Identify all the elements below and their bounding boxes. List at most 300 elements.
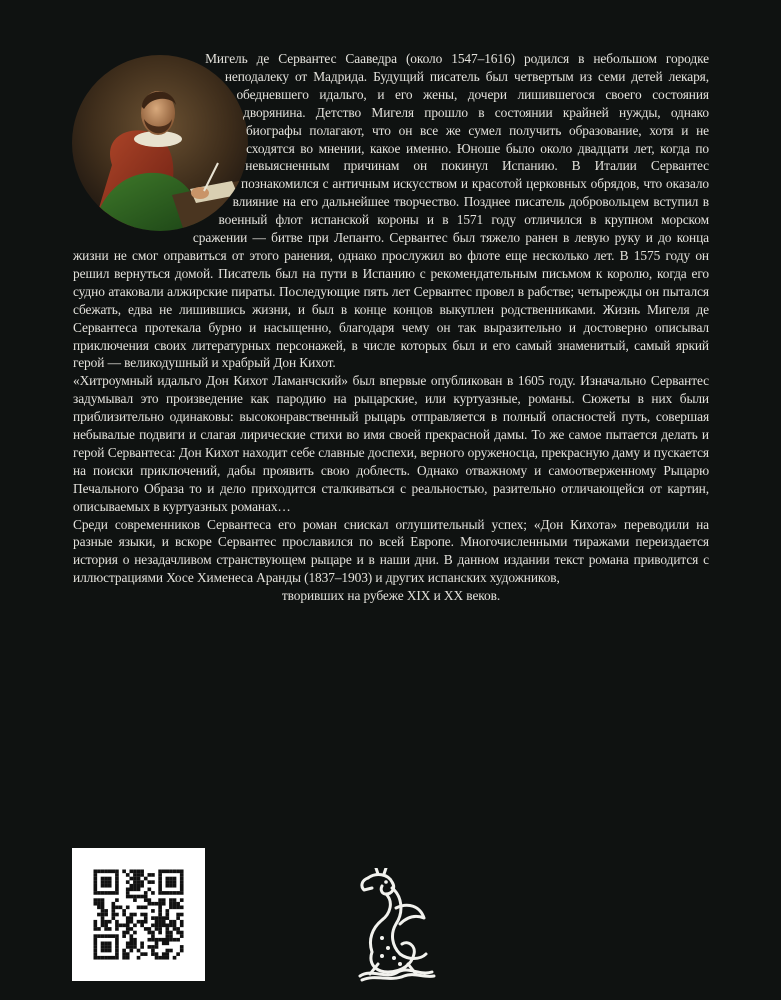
qr-module [101, 924, 105, 928]
qr-module [130, 895, 134, 899]
qr-module [94, 952, 98, 956]
qr-module [133, 873, 137, 877]
qr-module [101, 942, 105, 946]
qr-module [180, 913, 184, 917]
qr-module [101, 920, 105, 924]
qr-module [173, 924, 177, 928]
qr-module [112, 870, 116, 874]
qr-module [155, 927, 159, 931]
qr-module [169, 938, 173, 942]
qr-module [104, 934, 108, 938]
qr-module [115, 956, 119, 960]
qr-module [151, 934, 155, 938]
qr-module [137, 884, 141, 888]
qr-module [101, 884, 105, 888]
qr-module [104, 942, 108, 946]
qr-module [94, 902, 98, 906]
qr-module [94, 949, 98, 953]
qr-module [140, 942, 144, 946]
qr-module [115, 906, 119, 910]
qr-module [162, 938, 166, 942]
qr-module [137, 870, 141, 874]
qr-module [108, 870, 112, 874]
qr-module [97, 902, 101, 906]
qr-module [148, 888, 152, 892]
qr-module [94, 920, 98, 924]
qr-module [173, 870, 177, 874]
qr-module [112, 906, 116, 910]
qr-module [126, 888, 130, 892]
qr-module [158, 920, 162, 924]
qr-module [101, 909, 105, 913]
qr-module [151, 880, 155, 884]
qr-module [169, 920, 173, 924]
qr-module [155, 938, 159, 942]
qr-module [140, 870, 144, 874]
qr-module [166, 949, 170, 953]
qr-module [176, 906, 180, 910]
qr-module [166, 927, 170, 931]
qr-module [133, 924, 137, 928]
qr-module [162, 916, 166, 920]
qr-module [173, 927, 177, 931]
qr-module [162, 924, 166, 928]
qr-module [162, 920, 166, 924]
qr-module [169, 870, 173, 874]
qr-module [144, 920, 148, 924]
qr-module [169, 906, 173, 910]
qr-module [112, 913, 116, 917]
qr-module [151, 902, 155, 906]
qr-module [101, 906, 105, 910]
qr-module [122, 870, 126, 874]
qr-module [108, 942, 112, 946]
qr-module [162, 902, 166, 906]
qr-module [166, 956, 170, 960]
qr-module [176, 952, 180, 956]
qr-module [115, 888, 119, 892]
qr-module [108, 934, 112, 938]
qr-module [122, 909, 126, 913]
qr-module [137, 888, 141, 892]
qr-module [148, 880, 152, 884]
qr-module [169, 891, 173, 895]
qr-module [108, 920, 112, 924]
qr-module [166, 938, 170, 942]
qr-module [173, 891, 177, 895]
qr-module [155, 920, 159, 924]
qr-module [115, 884, 119, 888]
qr-module [104, 924, 108, 928]
qr-module [158, 924, 162, 928]
qr-module [122, 952, 126, 956]
qr-module [173, 938, 177, 942]
qr-module [180, 873, 184, 877]
qr-module [148, 931, 152, 935]
qr-module [169, 949, 173, 953]
qr-module [108, 891, 112, 895]
qr-module [94, 877, 98, 881]
author-biography [73, 50, 709, 605]
qr-module [112, 916, 116, 920]
qr-module [108, 884, 112, 888]
qr-module [166, 909, 170, 913]
qr-module [180, 888, 184, 892]
qr-module [94, 942, 98, 946]
qr-module [173, 898, 177, 902]
qr-module [108, 927, 112, 931]
qr-module [140, 880, 144, 884]
qr-code-icon[interactable] [72, 848, 205, 981]
qr-module [115, 952, 119, 956]
qr-module [158, 873, 162, 877]
qr-module [94, 880, 98, 884]
qr-module [126, 952, 130, 956]
qr-module [133, 913, 137, 917]
qr-module [108, 877, 112, 881]
qr-module [158, 891, 162, 895]
qr-module [151, 916, 155, 920]
qr-module [130, 934, 134, 938]
qr-module [94, 898, 98, 902]
qr-module [101, 934, 105, 938]
qr-module [108, 945, 112, 949]
qr-module [162, 870, 166, 874]
qr-module [151, 952, 155, 956]
qr-module [144, 916, 148, 920]
qr-module [133, 870, 137, 874]
qr-module [166, 870, 170, 874]
qr-module [104, 880, 108, 884]
qr-module [126, 945, 130, 949]
qr-module [162, 942, 166, 946]
qr-module [137, 906, 141, 910]
qr-module [126, 920, 130, 924]
qr-module [155, 916, 159, 920]
qr-module [176, 870, 180, 874]
qr-module [115, 913, 119, 917]
qr-module [176, 931, 180, 935]
qr-module [126, 873, 130, 877]
qr-module [94, 945, 98, 949]
qr-module [158, 880, 162, 884]
qr-module [130, 916, 134, 920]
qr-module [180, 906, 184, 910]
qr-module [176, 913, 180, 917]
biography-paragraph: Мигель де Сервантес Сааведра (около 1547–1616) родился в небольшом городке неподалеку от Мадрида. Будущий писатель был четвертым из семи детей лекаря, обедневшего идальго, и его жены, дочери лишившегося своего состояния дворянина. Детство Мигеля прошло в состоянии крайней нужды, однако биографы полагают, что он все же сумел получить образование, хотя и не сходятся во мнении, какое именно. Юноше было около двадцати лет, когда по невыясненным причинам он покинул Испанию. В Италии Сервантес познакомился с античным искусством и красотой церковных обрядов, что оказало влияние на его дальнейшее творчество. Позднее писатель добровольцем вступил в военный флот испанской короны и в 1571 году отличился в крупном морском сражении — битве при Лепанто. Сервантес был тяжело ранен в левую руку и до конца жизни не смог оправиться от этого ранения, однако прослужил во флоте еще несколько лет. В 1575 году он решил вернуться домой. Писатель был на пути в Испанию с рекомендательным письмом к королю, когда его судно атаковали алжирские пираты. Последующие пять лет Сервантес провел в рабстве; четырежды он пытался сбежать, едва не лишившись жизни, и был в конце концов выкуплен родственниками. Жизнь Мигеля де Сервантеса протекала бурно и насыщенно, благодаря чему он так выразительно и достоверно описывал приключения своих литературных персонажей, в числе которых был и его самый знаменитый, самый яркий герой — великодушный и храбрый Дон Кихот. [73, 51, 709, 371]
qr-module [169, 902, 173, 906]
qr-module [173, 877, 177, 881]
qr-module [133, 888, 137, 892]
qr-module [137, 895, 141, 899]
qr-module [133, 877, 137, 881]
qr-module [137, 920, 141, 924]
qr-module [137, 956, 141, 960]
qr-module [148, 938, 152, 942]
qr-module [122, 913, 126, 917]
qr-module [180, 934, 184, 938]
qr-module [133, 898, 137, 902]
qr-module [133, 945, 137, 949]
qr-module [173, 880, 177, 884]
qr-module [148, 927, 152, 931]
qr-module [180, 898, 184, 902]
qr-module [144, 895, 148, 899]
qr-module [94, 891, 98, 895]
qr-module [133, 884, 137, 888]
qr-module [137, 873, 141, 877]
qr-module [130, 870, 134, 874]
qr-module [158, 888, 162, 892]
qr-module [140, 924, 144, 928]
qr-module [173, 884, 177, 888]
qr-module [148, 898, 152, 902]
qr-module [126, 895, 130, 899]
dragon-logo-icon [342, 868, 442, 983]
qr-module [126, 942, 130, 946]
qr-module [126, 916, 130, 920]
qr-module [151, 931, 155, 935]
qr-module [140, 913, 144, 917]
qr-module [97, 906, 101, 910]
qr-module [166, 916, 170, 920]
qr-module [108, 880, 112, 884]
qr-module [130, 945, 134, 949]
qr-module [148, 945, 152, 949]
qr-module [122, 934, 126, 938]
qr-module [158, 870, 162, 874]
qr-module [158, 906, 162, 910]
qr-module [158, 913, 162, 917]
qr-module [133, 880, 137, 884]
qr-module [140, 873, 144, 877]
qr-module [101, 913, 105, 917]
qr-module [112, 902, 116, 906]
qr-module [140, 895, 144, 899]
qr-module [94, 870, 98, 874]
qr-module [180, 870, 184, 874]
qr-module [158, 938, 162, 942]
qr-module [115, 927, 119, 931]
qr-module [144, 891, 148, 895]
qr-module [101, 916, 105, 920]
qr-module [115, 873, 119, 877]
qr-module [173, 906, 177, 910]
qr-module [115, 934, 119, 938]
qr-module [151, 924, 155, 928]
qr-module [101, 945, 105, 949]
qr-module [94, 938, 98, 942]
qr-module [180, 920, 184, 924]
qr-module [94, 924, 98, 928]
qr-module [101, 956, 105, 960]
novel-history-paragraph: «Хитроумный идальго Дон Кихот Ламанчский» был впервые опубликован в 1605 году. Изначально Сервантес задумывал это произведение как пародию на рыцарские, или куртуазные, романы. Сюжеты в них были приблизительно одинаковы: высоконравственный рыцарь отправляется в полный опасностей путь, совершая небывалые подвиги и слагая лирические стихи во имя своей прекрасной дамы. То же самое пытается делать и герой Сервантеса: Дон Кихот находит себе славные доспехи, верного оруженосца, прекрасную даму и пускается на поиски приключений, дабы проявить свою доблесть. Однако отважному и самоотверженному Рыцарю Печального Образа то и дело приходится сталкиваться с реальностью, разительно отличающейся от картин, описываемых в куртуазных романах… [73, 373, 709, 514]
qr-module [130, 949, 134, 953]
qr-module [151, 873, 155, 877]
qr-module [137, 880, 141, 884]
qr-module [180, 891, 184, 895]
qr-module [140, 884, 144, 888]
qr-module [101, 949, 105, 953]
qr-module [158, 927, 162, 931]
qr-module [94, 873, 98, 877]
qr-module [144, 906, 148, 910]
qr-module [104, 949, 108, 953]
qr-module [122, 956, 126, 960]
qr-module [176, 938, 180, 942]
qr-module [158, 884, 162, 888]
qr-module [144, 898, 148, 902]
qr-module [140, 920, 144, 924]
qr-module [148, 902, 152, 906]
qr-module [97, 913, 101, 917]
edition-paragraph-last-line: творивших на рубеже XIX и XX веков. [281, 588, 501, 604]
qr-module [155, 942, 159, 946]
qr-module [162, 898, 166, 902]
qr-module [176, 891, 180, 895]
qr-module [155, 952, 159, 956]
qr-module [158, 898, 162, 902]
qr-module [130, 877, 134, 881]
qr-module [97, 891, 101, 895]
qr-module [115, 877, 119, 881]
qr-module [101, 870, 105, 874]
qr-module [176, 902, 180, 906]
qr-module [104, 920, 108, 924]
qr-module [108, 956, 112, 960]
qr-module [166, 931, 170, 935]
qr-module [104, 945, 108, 949]
qr-module [180, 884, 184, 888]
qr-module [101, 898, 105, 902]
qr-module [115, 920, 119, 924]
qr-module [155, 956, 159, 960]
qr-module [155, 945, 159, 949]
qr-module [180, 949, 184, 953]
qr-module [169, 931, 173, 935]
qr-module [104, 956, 108, 960]
qr-module [112, 891, 116, 895]
qr-module [140, 906, 144, 910]
qr-module [137, 949, 141, 953]
qr-module [94, 888, 98, 892]
qr-module [94, 927, 98, 931]
qr-module [122, 931, 126, 935]
qr-module [126, 906, 130, 910]
qr-module [166, 913, 170, 917]
qr-module [101, 877, 105, 881]
qr-module [104, 909, 108, 913]
qr-module [148, 873, 152, 877]
qr-module [94, 934, 98, 938]
qr-module [97, 898, 101, 902]
qr-module [104, 913, 108, 917]
qr-module [126, 927, 130, 931]
qr-module [158, 916, 162, 920]
edition-paragraph: Среди современников Сервантеса его роман снискал оглушительный успех; «Дон Кихота» переводили на разные языки, и вскоре Сервантес прославился по всей Европе. Многочисленными тиражами переиздается история о незадачливом странствующем рыцаре и в наши дни. В данном издании текст романа приводится с иллюстрациями Хосе Хименеса Аранды (1837–1903) и других испанских художников, [73, 516, 709, 586]
qr-module [94, 884, 98, 888]
qr-module [130, 927, 134, 931]
qr-module [151, 938, 155, 942]
qr-module [180, 924, 184, 928]
qr-module [158, 877, 162, 881]
qr-module [180, 945, 184, 949]
qr-module [158, 902, 162, 906]
qr-module [180, 931, 184, 935]
qr-module [169, 898, 173, 902]
qr-module [158, 956, 162, 960]
qr-module [115, 891, 119, 895]
qr-module [173, 920, 177, 924]
qr-module [130, 938, 134, 942]
qr-module [126, 924, 130, 928]
qr-module [130, 942, 134, 946]
qr-module [126, 891, 130, 895]
qr-module [166, 934, 170, 938]
qr-module [155, 924, 159, 928]
qr-module [115, 938, 119, 942]
qr-module [151, 891, 155, 895]
publisher-logo [342, 868, 442, 983]
qr-module [137, 877, 141, 881]
qr-module [162, 891, 166, 895]
qr-module [122, 924, 126, 928]
qr-module [115, 870, 119, 874]
qr-module [119, 906, 123, 910]
qr-module [115, 945, 119, 949]
qr-module [158, 931, 162, 935]
qr-module [133, 938, 137, 942]
qr-module [97, 956, 101, 960]
qr-module [140, 945, 144, 949]
qr-module [166, 891, 170, 895]
qr-module [115, 880, 119, 884]
qr-module [115, 942, 119, 946]
qr-module [166, 877, 170, 881]
qr-module [104, 877, 108, 881]
qr-module [144, 913, 148, 917]
qr-module [173, 902, 177, 906]
qr-module [176, 916, 180, 920]
qr-module [169, 877, 173, 881]
qr-module [144, 952, 148, 956]
qr-module [112, 956, 116, 960]
qr-module [158, 909, 162, 913]
qr-module [130, 888, 134, 892]
qr-module [162, 952, 166, 956]
qr-module [169, 880, 173, 884]
qr-module [97, 870, 101, 874]
qr-code-graphic [72, 848, 205, 981]
qr-module [140, 952, 144, 956]
qr-module [126, 880, 130, 884]
qr-module [104, 884, 108, 888]
qr-module [162, 956, 166, 960]
qr-module [169, 884, 173, 888]
qr-module [130, 920, 134, 924]
qr-module [122, 949, 126, 953]
qr-module [101, 902, 105, 906]
qr-module [97, 927, 101, 931]
qr-module [169, 934, 173, 938]
qr-module [97, 934, 101, 938]
qr-module [144, 877, 148, 881]
qr-module [126, 956, 130, 960]
qr-module [166, 924, 170, 928]
qr-module [166, 952, 170, 956]
qr-module [151, 949, 155, 953]
qr-module [112, 934, 116, 938]
